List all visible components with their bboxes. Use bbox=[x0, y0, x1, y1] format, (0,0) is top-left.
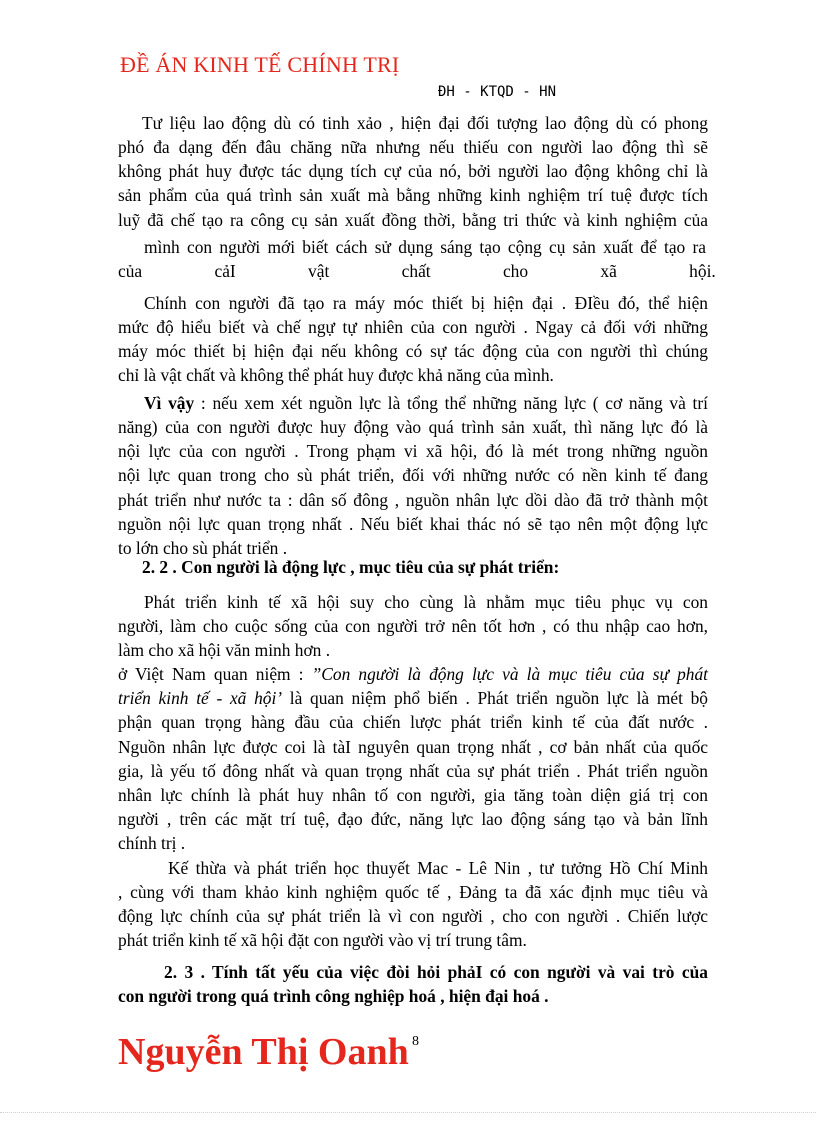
text-line: người , trên các mặt trí tuệ, đạo đức, năng lực lao động sáng tạo và bản lĩnh bbox=[118, 809, 708, 830]
text-line: Kế thừa và phát triển học thuyết Mac - Lê Nin , tư tưởng Hồ Chí Minh bbox=[168, 858, 708, 878]
text-line: phó đa dạng đến đâu chăng nữa nhưng nếu thiếu con người lao động thì sẽ bbox=[118, 137, 708, 157]
text-line bbox=[118, 686, 708, 710]
text-line: động lực chính của sự phát triển là vì con người , cho con người . Chiến lược bbox=[118, 906, 708, 927]
paragraph-1a bbox=[142, 111, 708, 135]
text-line: nguồn nội lực quan trọng nhất . Nếu biết khai thác nó sẽ tạo nên một động lực bbox=[118, 513, 708, 534]
text-line: Phát triển kinh tế xã hội suy cho cùng là nhằm mục tiêu phục vụ con bbox=[144, 592, 708, 612]
paragraph-4 bbox=[118, 415, 708, 560]
paragraph-2b bbox=[118, 259, 716, 283]
quote-segment: ”Con người là động lực và là mục tiêu của sự phát bbox=[311, 664, 708, 684]
text-line: Chính con người đã tạo ra máy móc thiết bị hiện đại . ĐIều đó, thể hiện bbox=[144, 293, 708, 313]
text-line: phận quan trọng hàng đầu của chiến lược phát triển kinh tế của đất nước . bbox=[118, 712, 708, 733]
text-line: làm cho xã hội văn minh hơn . bbox=[118, 640, 331, 661]
quote-segment: triển kinh tế - xã hội’ bbox=[118, 688, 283, 709]
text-line: nội lực quan trong cho sù phát triển, đối với những nước có nền kinh tế đang bbox=[118, 465, 708, 486]
text-segment: của cảI vật chất cho xã hội. bbox=[118, 261, 716, 281]
paragraph-7a bbox=[168, 856, 708, 880]
text-line bbox=[118, 259, 716, 283]
heading-line: 2. 3 . Tính tất yếu của việc đòi hỏi phảI có con người và vai trò của bbox=[164, 962, 708, 982]
text-segment: là quan niệm phổ biến . Phát triển nguồn lực là mét bộ bbox=[282, 688, 708, 709]
paragraph-3 bbox=[118, 315, 708, 388]
text-line: năng) của con người được huy động vào quá trình sản xuất, thì năng lực đó là bbox=[118, 417, 708, 437]
text-segment: : nếu xem xét nguồn lực là tổng thể những năng lực ( cơ năng và trí bbox=[200, 393, 708, 413]
text-segment: ở Việt Nam quan niệm : bbox=[118, 664, 312, 684]
text-line: phát triển như nước ta : dân số đông , nguồn nhân lực dồi dào đã trở thành một bbox=[118, 489, 708, 510]
text-line: sản phẩm của quá trình sản xuất mà bằng những kinh nghiệm trí tuệ được tích bbox=[118, 185, 708, 206]
text-line: nhân lực chính là phát huy nhân tố con người, gia tăng toàn diện giá trị con bbox=[118, 785, 708, 806]
text-line: không phát huy được tác dụng tích cự của nó, bởi người lao động không chỉ là bbox=[118, 161, 708, 182]
paragraph-1 bbox=[118, 135, 708, 232]
section-heading-2-3a bbox=[164, 960, 708, 984]
author-name: Nguyễn Thị Oanh bbox=[118, 1031, 409, 1073]
paragraph-7 bbox=[118, 880, 708, 953]
text-line: mình con người mới biết cách sử dụng sáng tạo cộng cụ sản xuất để tạo ra bbox=[144, 237, 706, 257]
text-line: luỹ đã chế tạo ra công cụ sản xuất đồng thời, bằng tri thức và kinh nghiệm của bbox=[118, 209, 708, 230]
text-line: Tư liệu lao động dù có tinh xảo , hiện đại đối tượng lao động dù có phong bbox=[142, 113, 708, 133]
text-line: nội lực của con người . Trong phạm vi xã hội, đó là mét trong những nguồn bbox=[118, 441, 708, 462]
section-heading-2-3b bbox=[118, 984, 708, 1008]
paragraph-5 bbox=[118, 614, 708, 662]
paragraph-2a bbox=[144, 235, 706, 259]
text-line: gia, là yếu tố đông nhất và quan trọng nhất của sự phát triển . Phát triển nguồn bbox=[118, 760, 708, 781]
text-line: chính trị . bbox=[118, 833, 186, 854]
paragraph-3a bbox=[144, 291, 708, 315]
text-line: phát triển kinh tế xã hội đặt con người vào vị trí trung tâm. bbox=[118, 930, 527, 951]
footer-divider bbox=[0, 1112, 816, 1113]
text-line: người, làm cho cuộc sống của con người trở nên tốt hơn , có thu nhập cao hơn, bbox=[118, 616, 708, 636]
section-heading-2-2: 2. 2 . Con người là động lực , mục tiêu của sự phát triển: bbox=[142, 557, 560, 577]
page-number: 8 bbox=[412, 1034, 419, 1049]
text-line bbox=[144, 391, 708, 415]
text-line: , cùng với tham khảo kinh nghiệm quốc tế , Đảng ta đã xác định mục tiêu và bbox=[118, 882, 708, 902]
paragraph-5a bbox=[144, 590, 708, 614]
heading-line: con người trong quá trình công nghiệp hoá , hiện đại hoá . bbox=[118, 986, 549, 1006]
text-line: mức độ hiểu biết và chế ngự tự nhiên của con người . Ngay cả đối với những bbox=[118, 317, 708, 337]
text-line: to lớn cho sù phát triển . bbox=[118, 538, 288, 559]
document-subtitle: ĐH - KTQD - HN bbox=[438, 84, 557, 100]
paragraph-6 bbox=[118, 662, 708, 856]
lead-bold: Vì vậy bbox=[144, 393, 195, 413]
paragraph-4a bbox=[144, 391, 708, 415]
text-line bbox=[118, 662, 708, 686]
document-title: ĐỀ ÁN KINH TẾ CHÍNH TRỊ bbox=[120, 52, 400, 77]
text-line: máy móc thiết bị hiện đại nếu không có sự tác động của con người thì chúng bbox=[118, 341, 708, 362]
text-line: chỉ là vật chất và không thể phát huy được khả năng của mình. bbox=[118, 365, 554, 386]
text-line: Nguồn nhân lực được coi là tàI nguyên quan trọng nhất , cơ bản nhất của quốc bbox=[118, 736, 708, 757]
